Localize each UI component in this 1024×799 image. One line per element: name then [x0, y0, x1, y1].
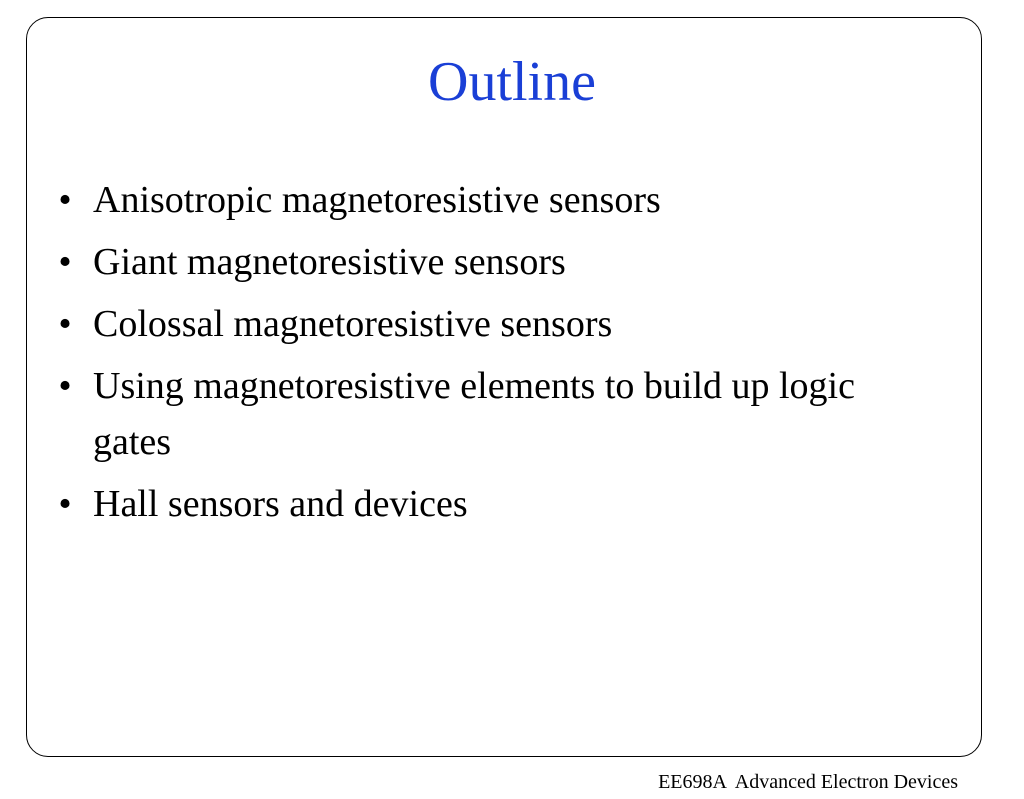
- bullet-icon: •: [58, 365, 72, 407]
- bullet-icon: •: [58, 179, 72, 221]
- bullet-item: [55, 476, 915, 532]
- bullet-item: [55, 358, 915, 470]
- bullet-item: [55, 234, 915, 290]
- bullet-icon: •: [58, 241, 72, 283]
- bullet-text: Colossal magnetoresistive sensors: [93, 303, 613, 345]
- bullet-list: [55, 172, 915, 538]
- bullet-item: [55, 296, 915, 352]
- footer-course-label: EE698A Advanced Electron Devices: [658, 771, 958, 793]
- bullet-text: Anisotropic magnetoresistive sensors: [93, 179, 661, 221]
- slide-title: Outline: [428, 51, 596, 113]
- bullet-item: [55, 172, 915, 228]
- bullet-text: Using magnetoresistive elements to build up logic gates: [93, 365, 855, 463]
- bullet-icon: •: [58, 483, 72, 525]
- bullet-text: Giant magnetoresistive sensors: [93, 241, 566, 283]
- bullet-text: Hall sensors and devices: [93, 483, 468, 525]
- bullet-icon: •: [58, 303, 72, 345]
